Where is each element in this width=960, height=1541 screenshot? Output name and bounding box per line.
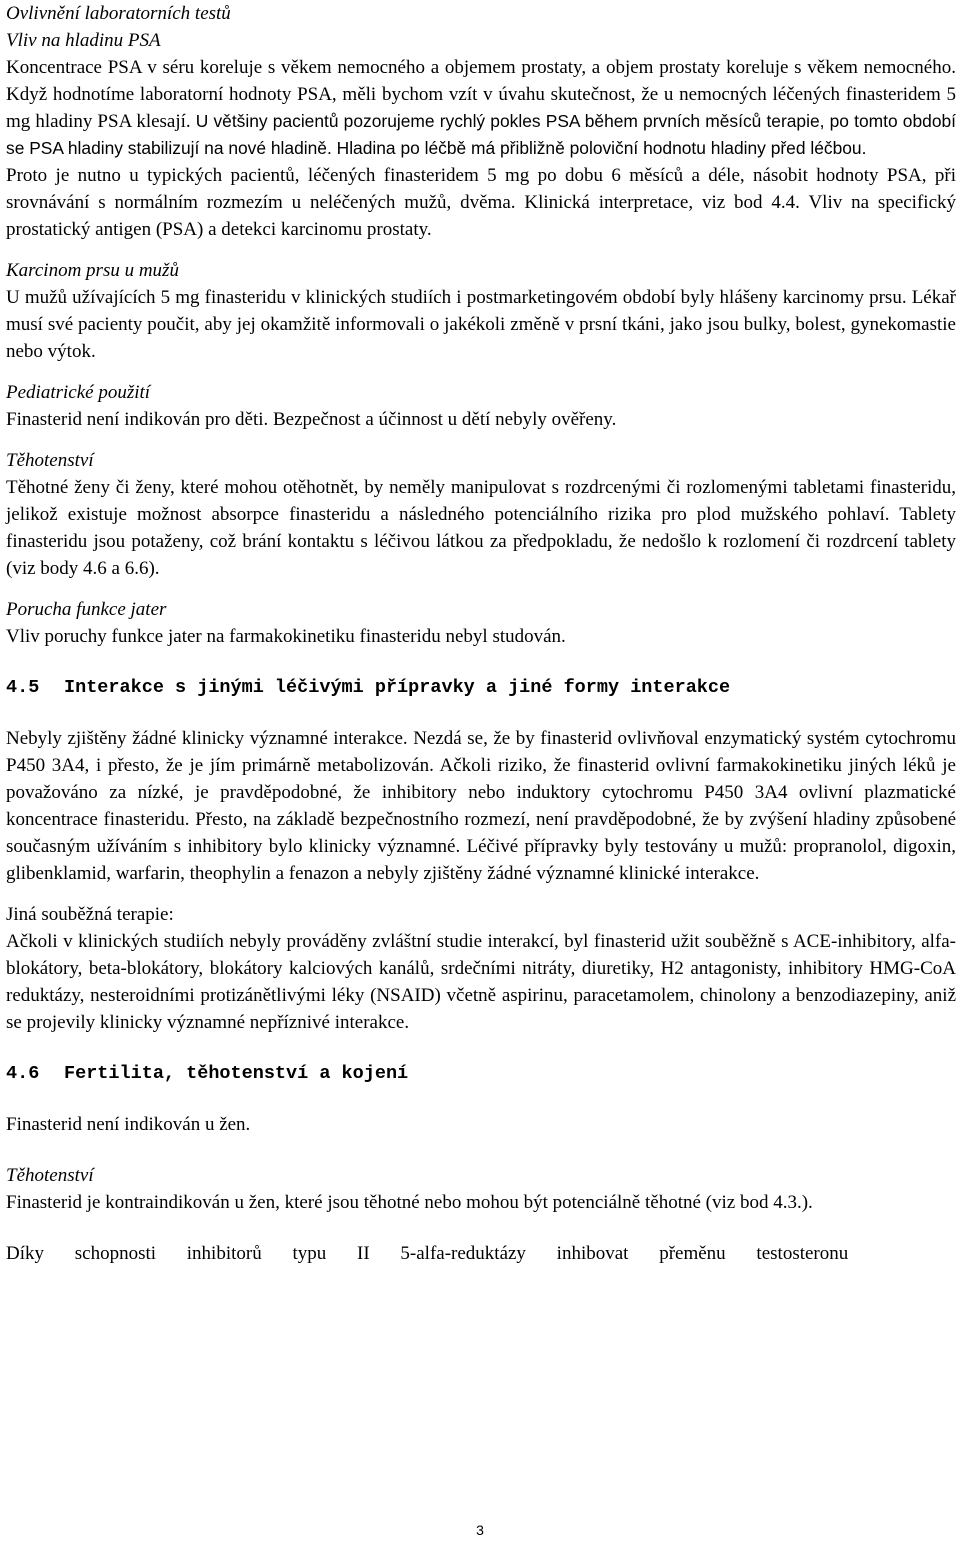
section-title-breast-cancer: Karcinom prsu u mužů (6, 260, 179, 281)
psa-text-serif: Koncentrace PSA v séru koreluje s věkem nemocného a objemem prostaty, a objem prostaty koreluje s věkem nemocného. Když hodnotíme laboratorní hodnoty PSA, měli bychom vzít v úvahu skutečnost, že u nemocných léčených finasteridem 5 mg hladiny PSA klesají. (6, 57, 956, 132)
psa-paragraph-1 (6, 54, 956, 162)
heading-4-6-title: Fertilita, těhotenství a kojení (64, 1063, 409, 1084)
section-title-pregnancy: Těhotenství (6, 450, 94, 471)
fertility-intro: Finasterid není indikován u žen. (6, 1114, 251, 1135)
other-therapy-title: Jiná souběžná terapie: (6, 904, 174, 925)
page-number: 3 (476, 1522, 484, 1538)
section-title-pediatric: Pediatrické použití (6, 382, 151, 403)
liver-paragraph: Vliv poruchy funkce jater na farmakokinetiku finasteridu nebyl studován. (6, 626, 566, 647)
psa-text-sans: U většiny pacientů pozorujeme rychlý pokles PSA během prvních měsíců terapie, po tomto období se PSA hladiny stabilizují na nové hladině. Hladina po léčbě má přibližně poloviční hodnotu hladiny před léčbou. (6, 111, 956, 158)
continuation-paragraph: Díky schopnosti inhibitorů typu II 5-alfa-reduktázy inhibovat přeměnu testosteronu (6, 1243, 849, 1264)
interactions-paragraph: Nebyly zjištěny žádné klinicky významné interakce. Nezdá se, že by finasterid ovlivňoval enzymatický systém cytochromu P450 3A4, i přesto, že je jím primárně metabolizován. Ačkoli riziko, že finasterid ovlivní farmakokinetiku jiných léků je považováno za nízké, je pravděpodobné, že inhibitory nebo induktory cytochromu P450 3A4 ovlivní plazmatické koncentrace finasteridu. Přesto, na základě bezpečnostního rozmezí, není pravděpodobné, že by zvýšení hladiny způsobené současným užíváním s inhibitory bylo klinicky významné. Léčivé přípravky byly testovány u mužů: propranolol, digoxin, glibenklamid, warfarin, theophylin a fenazon a nebyly zjištěny žádné významné klinické interakce. (6, 728, 956, 884)
pregnancy-paragraph-2: Finasterid je kontraindikován u žen, které jsou těhotné nebo mohou být potenciálně těhotné (viz bod 4.3.). (6, 1192, 813, 1213)
section-title-pregnancy-2: Těhotenství (6, 1165, 94, 1186)
heading-4-6-number: 4.6 (6, 1063, 40, 1084)
other-therapy-paragraph: Ačkoli v klinických studiích nebyly prováděny zvláštní studie interakcí, byl finasterid užit souběžně s ACE-inhibitory, alfa-blokátory, beta-blokátory, blokátory kalciových kanálů, srdečními nitráty, diuretiky, H2 antagonisty, inhibitory HMG-CoA reduktázy, nesteroidními protizánětlivými léky (NSAID) včetně aspirinu, paracetamolem, chinolony a benzodiazepiny, aniž se projevily klinicky významné nepříznivé interakce. (6, 931, 956, 1033)
pediatric-paragraph: Finasterid není indikován pro děti. Bezpečnost a účinnost u dětí nebyly ověřeny. (6, 409, 617, 430)
heading-4-5-title: Interakce s jinými léčivými přípravky a jiné formy interakce (64, 677, 731, 698)
psa-paragraph-2: Proto je nutno u typických pacientů, léčených finasteridem 5 mg po dobu 6 měsíců a déle, násobit hodnoty PSA, při srovnávání s normálním rozmezím u neléčených mužů, dvěma. Klinická interpretace, viz bod 4.4. Vliv na specifický prostatický antigen (PSA) a detekci karcinomu prostaty. (6, 165, 956, 240)
section-title-liver: Porucha funkce jater (6, 599, 167, 620)
section-title-lab-tests: Ovlivnění laboratorních testů (6, 3, 231, 24)
breast-cancer-paragraph: U mužů užívajících 5 mg finasteridu v klinických studiích i postmarketingovém období byly hlášeny karcinomy prsu. Lékař musí své pacienty poučit, aby jej okamžitě informovali o jakékoli změně v prsní tkáni, jako jsou bulky, bolest, gynekomastie nebo výtok. (6, 287, 956, 362)
pregnancy-paragraph: Těhotné ženy či ženy, které mohou otěhotnět, by neměly manipulovat s rozdrcenými či rozlomenými tabletami finasteridu, jelikož existuje možnost absorpce finasteridu a následného potenciálního rizika pro plod mužského pohlaví. Tablety finasteridu jsou potaženy, což brání kontaktu s léčivou látkou za předpokladu, že nedošlo k rozlomení či rozdrcení tablety (viz body 4.6 a 6.6). (6, 477, 956, 579)
heading-4-5 (6, 674, 956, 701)
heading-4-5-number: 4.5 (6, 677, 40, 698)
heading-4-6 (6, 1060, 956, 1087)
document-page (6, 0, 956, 1267)
subsection-title-psa: Vliv na hladinu PSA (6, 30, 161, 51)
